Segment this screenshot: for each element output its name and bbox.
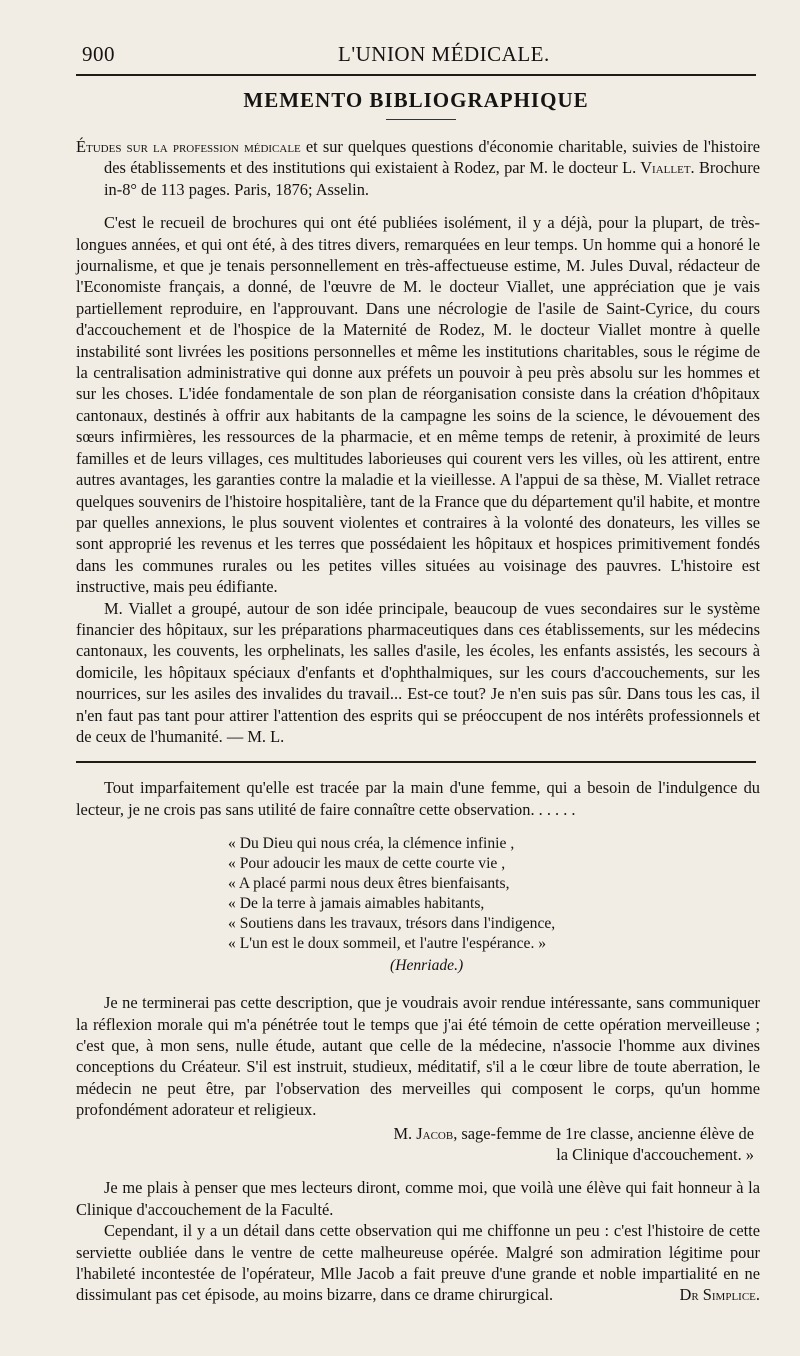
verse-line: « Pour adoucir les maux de cette courte vie , [228, 855, 506, 873]
midwife-name: M. Jacob [393, 1123, 454, 1143]
bibliography-entry [76, 136, 760, 200]
review-paragraph-1: C'est le recueil de brochures qui ont été publiées isolément, il y a déjà, pour la plupart, de très-longues années, et qui ont été, à des titres divers, remarquées en leur temps. Un homme qui a honoré le journalisme, et que je tenais personnellement en très-affectueuse estime, M. Jules Duval, rédacteur de l'Economiste français, a donné, de l'œuvre de M. le docteur Viallet, une appréciation que je vais partiellement reproduire, en l'approuvant. Dans une nécrologie de l'asile de Saint-Cyrice, du cours d'accouchement et de l'hospice de la Maternité de Rodez, M. le docteur Viallet montre à quelle instabilité sont livrées les positions personnelles et même les institutions charitables, sous le régime de la centralisation administrative qui donne aux préfets un pouvoir à peu près absolu sur les hommes et sur les choses. L'idée fondamentale de son plan de réorganisation consiste dans la création d'hôpitaux cantonaux, destinés à offrir aux habitants de la campagne les soins de la science, le dévouement des sœurs infirmières, les ressources de la pharmacie, et en même temps de retenir, à proximité de leurs familles et de leurs villages, ces multitudes laborieuses qui courent vers les villes, où les attirent, entre autres avantages, les garanties contre la maladie et la vieillesse. A l'appui de sa thèse, M. Viallet retrace quelques souvenirs de l'histoire hospitalière, tant de la France que du département qu'il habite, et montre par quelles annexions, le plus souvent violentes et contraires à la volonté des donateurs, les villes se sont approprié les revenus et les terres que possédaient les hôpitaux et hospices primitivement fondés dans les communes rurales ou les petites villes situées au voisinage des pauvres. L'histoire est instructive, mais peu édifiante. [76, 213, 760, 597]
section-title: MEMENTO BIBLIOGRAPHIQUE [243, 88, 589, 112]
review-paragraph-2: M. Viallet a groupé, autour de son idée principale, beaucoup de vues secondaires sur le système financier des hôpitaux, sur les préparations pharmaceutiques dans ces établissements, sur les médecins cantonaux, les couvents, les orphelinats, les salles d'asile, les écoles, les enfants assistés, les secours à domicile, les hôpitaux spéciaux d'enfants et d'ophthalmiques, sur les cours d'accouchements, sur les nourrices, sur les asiles des invalides du travail... Est-ce tout? Je n'en suis pas sûr. Dans tous les cas, il n'en faut pas tant pour attirer l'attention des esprits qui se préoccupent de nos intérêts professionnels et de ceux de l'humanité. — M. L. [76, 598, 760, 746]
observation-conclusion-block [76, 992, 760, 1306]
author-signature: Dr Simplice. [679, 1285, 760, 1305]
observation-block [76, 777, 760, 820]
verse-quotation [76, 834, 760, 976]
running-header [76, 36, 766, 70]
verse-source: (Henriade.) [390, 957, 464, 975]
midwife-title: , sage-femme de 1re classe, ancienne élève de [453, 1123, 754, 1143]
bibliography-block [76, 136, 760, 747]
verse-line: « Du Dieu qui nous créa, la clémence infinie , [228, 835, 515, 853]
title-rule [386, 119, 456, 120]
verse-line: « De la terre à jamais aimables habitants, [228, 895, 485, 913]
midwife-affiliation: la Clinique d'accouchement. » [556, 1145, 754, 1165]
midwife-signature [76, 1123, 754, 1166]
verse-line: « Soutiens dans les travaux, trésors dans l'indigence, [228, 915, 556, 933]
page-number: 900 [82, 42, 115, 66]
closing-text: Cependant, il y a un détail dans cette observation qui me chiffonne un peu : c'est l'histoire de cette serviette oubliée dans le ventre de cette malheureuse opérée. Malgré son admiration légitime pour l'habileté incontestée de l'opérateur, Mlle Jacob a fait preuve d'une grande et noble impartialité en ne dissimulant pas cet épisode, au moins bizarre, dans ce drame chirurgical. [76, 1221, 760, 1305]
journal-title: L'UNION MÉDICALE. [338, 42, 550, 66]
closing-paragraph-1: Je me plais à penser que mes lecteurs diront, comme moi, que voilà une élève qui fait honneur à la Clinique d'accouchement de la Faculté. [76, 1178, 760, 1219]
entry-title: Études sur la profession médicale [76, 137, 301, 156]
observation-intro: Tout imparfaitement qu'elle est tracée par la main d'une femme, qui a besoin de l'indulgence du lecteur, je ne crois pas sans utilité de faire connaître cette observation. . . . . . [76, 778, 760, 819]
verse-line: « L'un est le doux sommeil, et l'autre l'espérance. » [228, 935, 547, 953]
closing-paragraph-2 [76, 1220, 760, 1306]
header-rule [76, 74, 756, 76]
entry-subtitle: et sur quelques questions d'économie charitable, suivies de l'histoire des établissements et des institutions qui existaient à Rodez, par M. le docteur [104, 137, 760, 178]
section-divider [76, 761, 756, 763]
entry-publication: Brochure in-8° de 113 pages. Paris, 1876; Asselin. [104, 158, 760, 199]
verse-line: « A placé parmi nous deux êtres bienfaisants, [228, 875, 510, 893]
observation-conclusion: Je ne terminerai pas cette description, que je voudrais avoir rendue intéressante, sans communiquer la réflexion morale qui m'a pénétrée tout le temps que j'ai été témoin de cette opération merveilleuse ; c'est que, à mon sens, nulle étude, autant que celle de la médecine, n'associe l'homme aux divines conceptions du Créateur. S'il est instruit, studieux, méditatif, s'il a le cœur libre de toute aberration, le médecin ne peut être, par l'observation des merveilles qui composent le corps, qu'un homme profondément adorateur et religieux. [76, 993, 760, 1120]
entry-author: L. Viallet. [622, 158, 695, 178]
